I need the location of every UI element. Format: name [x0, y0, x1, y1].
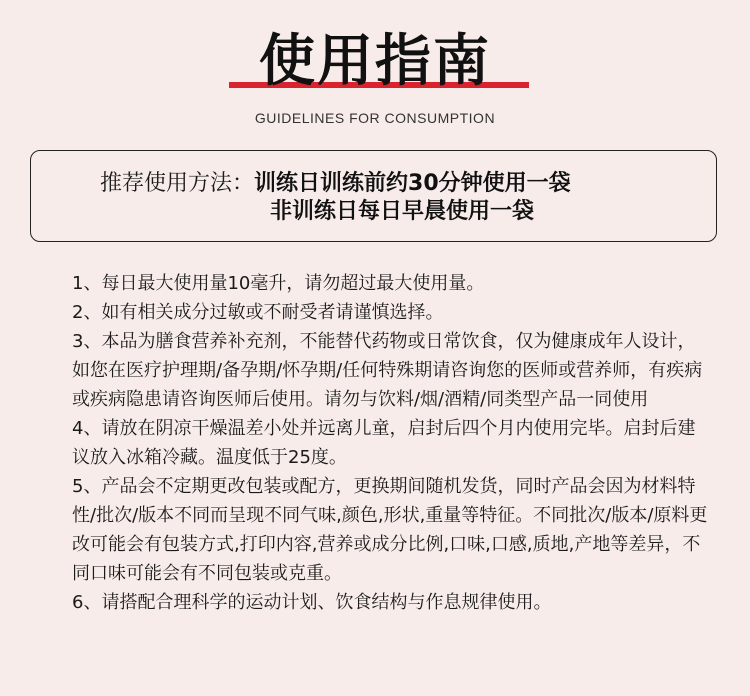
usage-row-training-day — [100, 169, 571, 199]
note-item: 6、请搭配合理科学的运动计划、饮食结构与作息规律使用。 — [72, 592, 552, 613]
usage-label: 推荐使用方法： — [100, 171, 255, 196]
usage-training-day: 训练日训练前约30分钟使用一袋 — [254, 171, 571, 196]
page-title: 使用指南 — [259, 29, 491, 94]
page-subtitle: GUIDELINES FOR CONSUMPTION — [254, 110, 496, 126]
usage-rest-day: 非训练日每日早晨使用一袋 — [270, 199, 535, 224]
usage-row-rest-day — [270, 197, 534, 227]
usage-notes-list — [72, 269, 712, 617]
note-item: 4、请放在阴凉干燥温差小处并远离儿童，启封后四个月内使用完毕。启封后建议放入冰箱冷藏。温度低于25度。 — [72, 418, 696, 468]
recommended-usage-box — [30, 150, 717, 242]
note-item: 3、本品为膳食营养补充剂，不能替代药物或日常饮食，仅为健康成年人设计，如您在医疗护理期/备孕期/怀孕期/任何特殊期请咨询您的医师或营养师，有疾病或疾病隐患请咨询医师后使用。请勿与饮料/烟/酒精/同类型产品一同使用 — [72, 331, 703, 410]
note-item: 2、如有相关成分过敏或不耐受者请谨慎选择。 — [72, 302, 444, 323]
note-item: 1、每日最大使用量10毫升，请勿超过最大使用量。 — [72, 273, 485, 294]
title-section — [0, 22, 750, 102]
note-item: 5、产品会不定期更改包装或配方，更换期间随机发货，同时产品会因为材料特性/批次/版本不同而呈现不同气味,颜色,形状,重量等特征。不同批次/版本/原料更改可能会有包装方式,打印内容,营养或成分比例,口味,口感,质地,产地等差异，不同口味可能会有不同包装或克重。 — [72, 476, 708, 584]
